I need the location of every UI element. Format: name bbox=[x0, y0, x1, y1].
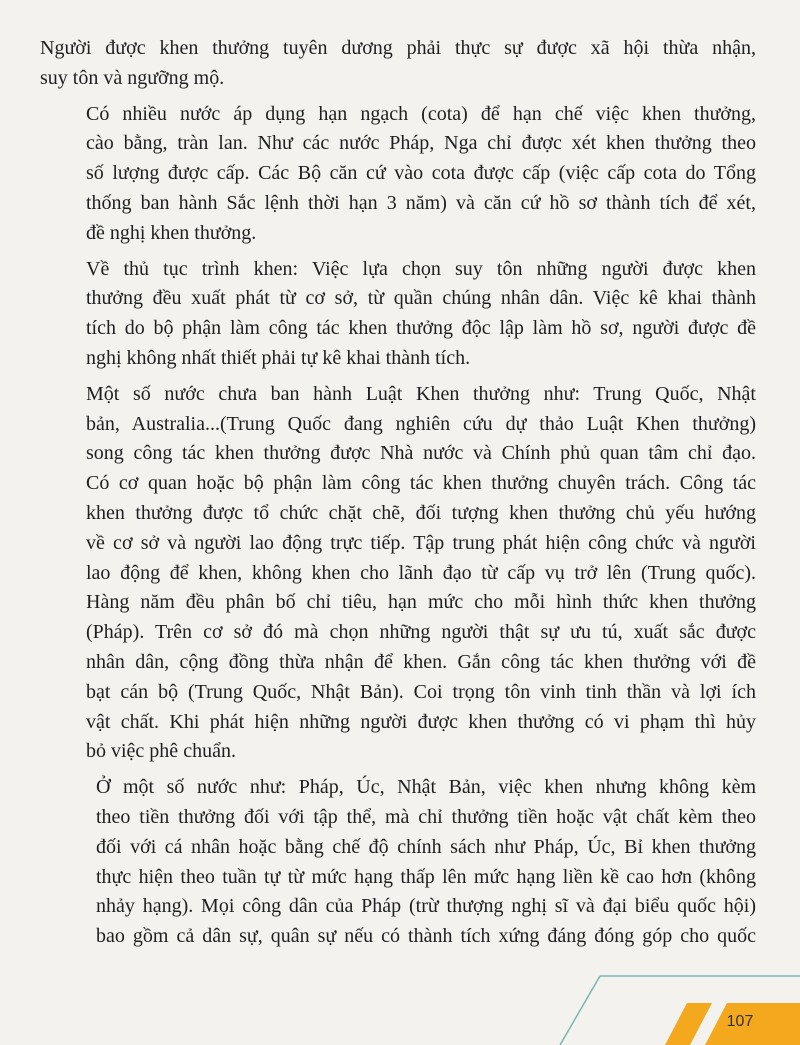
text-line: theo tiền thưởng đối với tập thể, mà chỉ thưởng tiền hoặc vật chất kèm theo bbox=[96, 805, 756, 828]
text-line: Có cơ quan hoặc bộ phận làm công tác khen thưởng chuyên trách. Công tác bbox=[86, 472, 756, 495]
text-line: Người được khen thưởng tuyên dương phải thực sự được xã hội thừa nhận, bbox=[40, 37, 756, 59]
text-line: Hàng năm đều phân bố chỉ tiêu, hạn mức cho mỗi hình thức khen thưởng bbox=[86, 591, 756, 614]
text-line: Có nhiều nước áp dụng hạn ngạch (cota) để hạn chế việc khen thưởng, bbox=[86, 102, 756, 125]
text-line: (Pháp). Trên cơ sở đó mà chọn những người thật sự ưu tú, xuất sắc được bbox=[86, 621, 756, 644]
text-line: lao động để khen, không khen cho lãnh đạo từ cấp vụ trở lên (Trung quốc). bbox=[86, 561, 756, 584]
footer-decoration bbox=[0, 968, 800, 1045]
text-line: nhảy hạng). Mọi công dân của Pháp (trừ thượng nghị sĩ và đại biểu quốc hội) bbox=[96, 895, 756, 918]
text-line: song công tác khen thưởng được Nhà nước và Chính phủ quan tâm chỉ đạo. bbox=[86, 442, 756, 465]
paragraph-4 bbox=[40, 380, 756, 767]
text-line: cào bằng, tràn lan. Như các nước Pháp, Nga chỉ được xét khen thưởng theo bbox=[86, 132, 756, 155]
text-line: số lượng được cấp. Các Bộ căn cứ vào cota được cấp (việc cấp cota do Tổng bbox=[86, 162, 756, 185]
paragraph-1 bbox=[40, 34, 756, 94]
text-line: suy tôn và ngưỡng mộ. bbox=[40, 66, 225, 89]
paragraph-2 bbox=[40, 100, 756, 249]
text-line: thực hiện theo tuần tự từ mức hạng thấp lên mức hạng liền kề cao hơn (không bbox=[96, 865, 756, 888]
text-line: về cơ sở và người lao động trực tiếp. Tập trung phát hiện công chức và người bbox=[86, 531, 756, 554]
paragraph-5 bbox=[40, 773, 756, 952]
page-number: 107 bbox=[726, 1013, 754, 1030]
page-body bbox=[40, 34, 756, 958]
text-line: bao gồm cả dân sự, quân sự nếu có thành tích xứng đáng đóng góp cho quốc bbox=[96, 925, 756, 948]
text-line: vật chất. Khi phát hiện những người được khen thưởng có vi phạm thì hủy bbox=[86, 710, 756, 733]
footer-slant-line bbox=[560, 976, 600, 1045]
text-line: nghị không nhất thiết phải tự kê khai thành tích. bbox=[86, 346, 471, 369]
text-line: bản, Australia...(Trung Quốc đang nghiên cứu dự thảo Luật Khen thưởng) bbox=[86, 412, 756, 435]
text-line: bỏ việc phê chuẩn. bbox=[86, 740, 236, 763]
text-line: thưởng đều xuất phát từ cơ sở, từ quần chúng nhân dân. Việc kê khai thành bbox=[86, 287, 756, 310]
text-line: đề nghị khen thưởng. bbox=[86, 221, 257, 244]
text-line: đối với cá nhân hoặc bằng chế độ chính sách như Pháp, Úc, Bỉ khen thưởng bbox=[96, 835, 756, 858]
text-line: Về thủ tục trình khen: Việc lựa chọn suy tôn những người được khen bbox=[86, 257, 756, 280]
text-line: tích do bộ phận làm công tác khen thưởng độc lập làm hồ sơ, người được đề bbox=[86, 317, 756, 340]
paragraph-3 bbox=[40, 255, 756, 374]
text-line: bạt cán bộ (Trung Quốc, Nhật Bản). Coi trọng tôn vinh tinh thần và lợi ích bbox=[86, 680, 756, 703]
text-line: Một số nước chưa ban hành Luật Khen thưởng như: Trung Quốc, Nhật bbox=[86, 382, 756, 405]
text-line: nhân dân, cộng đồng thừa nhận để khen. Gắn công tác khen thưởng với đề bbox=[86, 650, 756, 673]
text-line: thống ban hành Sắc lệnh thời hạn 3 năm) và căn cứ hồ sơ thành tích để xét, bbox=[86, 191, 756, 214]
text-line: khen thưởng được tổ chức chặt chẽ, đối tượng khen thưởng chủ yếu hướng bbox=[86, 501, 756, 524]
text-line: Ở một số nước như: Pháp, Úc, Nhật Bản, việc khen nhưng không kèm bbox=[96, 776, 756, 799]
